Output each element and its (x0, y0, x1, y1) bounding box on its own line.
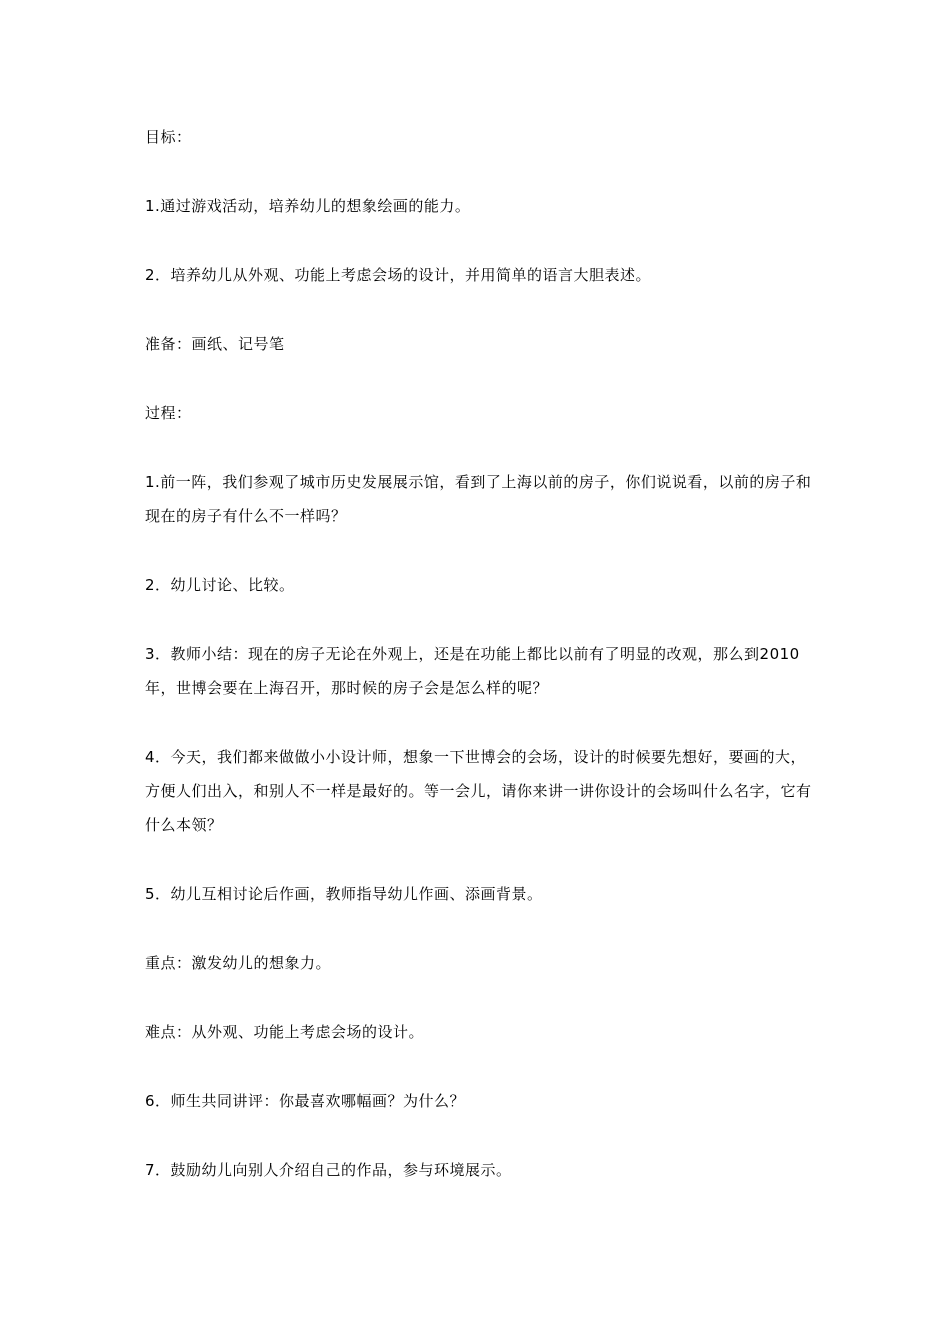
process-step-2: 2．幼儿讨论、比较。 (145, 576, 295, 594)
process-step-1: 1.前一阵，我们参观了城市历史发展展示馆，看到了上海以前的房子，你们说说看，以前的房子和现在的房子有什么不一样吗？ (145, 473, 812, 525)
process-step-4: 4．今天，我们都来做做小小设计师，想象一下世博会的会场，设计的时候要先想好，要画的大，方便人们出入，和别人不一样是最好的。等一会儿，请你来讲一讲你设计的会场叫什么名字，它有什么本领？ (145, 748, 812, 834)
goal-item-1: 1.通过游戏活动，培养幼儿的想象绘画的能力。 (145, 197, 471, 215)
difficult-point: 难点：从外观、功能上考虑会场的设计。 (145, 1023, 425, 1041)
preparation: 准备：画纸、记号笔 (145, 335, 285, 353)
process-step-3: 3．教师小结：现在的房子无论在外观上，还是在功能上都比以前有了明显的改观，那么到2010 年，世博会要在上海召开，那时候的房子会是怎么样的呢？ (145, 645, 800, 697)
process-step-5: 5．幼儿互相讨论后作画，教师指导幼儿作画、添画背景。 (145, 885, 543, 903)
heading-goals: 目标： (145, 128, 192, 146)
heading-process: 过程： (145, 404, 192, 422)
goal-item-2: 2．培养幼儿从外观、功能上考虑会场的设计，并用简单的语言大胆表述。 (145, 266, 652, 284)
document-body (145, 120, 815, 1222)
process-step-7: 7．鼓励幼儿向别人介绍自己的作品，参与环境展示。 (145, 1161, 512, 1179)
process-step-6: 6．师生共同讲评：你最喜欢哪幅画？为什么？ (145, 1092, 466, 1110)
key-point: 重点：激发幼儿的想象力。 (145, 954, 332, 972)
